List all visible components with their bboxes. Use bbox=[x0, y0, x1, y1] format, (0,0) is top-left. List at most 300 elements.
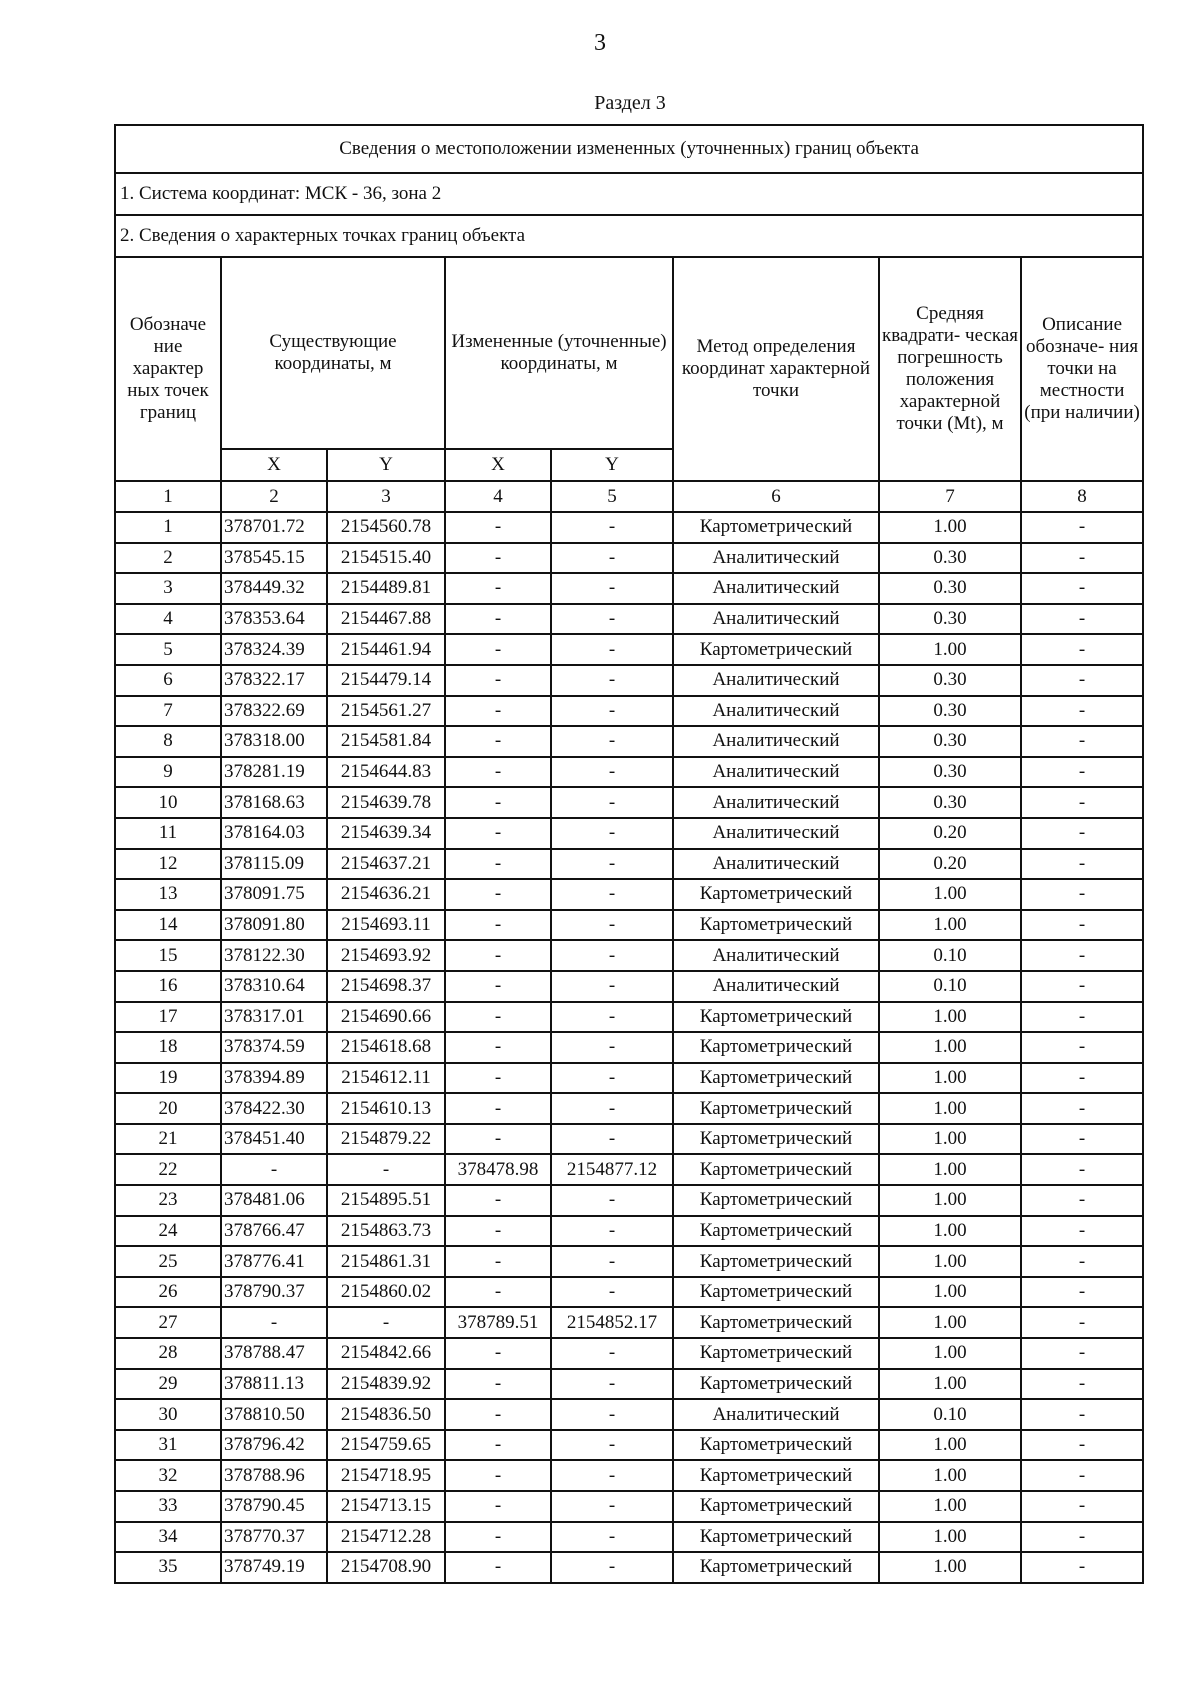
description-cell: - bbox=[1021, 940, 1143, 971]
changed-x-cell: - bbox=[445, 1216, 551, 1247]
mean-square-error-cell: 1.00 bbox=[879, 1307, 1021, 1338]
description-cell: - bbox=[1021, 604, 1143, 635]
mean-square-error-cell: 1.00 bbox=[879, 512, 1021, 543]
existing-y-cell: 2154467.88 bbox=[327, 604, 445, 635]
point-number-cell: 17 bbox=[115, 1002, 221, 1033]
column-number: 2 bbox=[221, 481, 327, 512]
point-number-cell: 4 bbox=[115, 604, 221, 635]
column-number: 5 bbox=[551, 481, 673, 512]
description-cell: - bbox=[1021, 634, 1143, 665]
description-cell: - bbox=[1021, 1307, 1143, 1338]
point-number-cell: 32 bbox=[115, 1460, 221, 1491]
method-cell: Аналитический bbox=[673, 543, 879, 574]
existing-y-cell: 2154461.94 bbox=[327, 634, 445, 665]
method-cell: Картометрический bbox=[673, 1124, 879, 1155]
existing-y-cell: - bbox=[327, 1154, 445, 1185]
existing-x-cell: 378451.40 bbox=[221, 1124, 327, 1155]
existing-y-cell: 2154612.11 bbox=[327, 1063, 445, 1094]
mean-square-error-cell: 1.00 bbox=[879, 1185, 1021, 1216]
changed-y-cell: - bbox=[551, 634, 673, 665]
method-cell: Картометрический bbox=[673, 634, 879, 665]
changed-y-cell: - bbox=[551, 543, 673, 574]
method-cell: Аналитический bbox=[673, 604, 879, 635]
table-row bbox=[115, 1032, 1143, 1063]
changed-y-cell: - bbox=[551, 1430, 673, 1461]
column-number: 4 bbox=[445, 481, 551, 512]
existing-y-cell: 2154712.28 bbox=[327, 1522, 445, 1553]
point-number-cell: 23 bbox=[115, 1185, 221, 1216]
mean-square-error-cell: 1.00 bbox=[879, 1002, 1021, 1033]
changed-y-cell: - bbox=[551, 726, 673, 757]
changed-x-cell: - bbox=[445, 1063, 551, 1094]
existing-y-cell: 2154639.78 bbox=[327, 787, 445, 818]
point-number-cell: 25 bbox=[115, 1246, 221, 1277]
table-row bbox=[115, 1093, 1143, 1124]
table-row bbox=[115, 849, 1143, 880]
changed-x-cell: - bbox=[445, 634, 551, 665]
description-cell: - bbox=[1021, 818, 1143, 849]
description-cell: - bbox=[1021, 849, 1143, 880]
existing-y-cell: 2154713.15 bbox=[327, 1491, 445, 1522]
description-cell: - bbox=[1021, 665, 1143, 696]
table-row bbox=[115, 696, 1143, 727]
header-existing-x: X bbox=[221, 449, 327, 481]
point-number-cell: 5 bbox=[115, 634, 221, 665]
changed-x-cell: - bbox=[445, 818, 551, 849]
existing-x-cell: 378322.69 bbox=[221, 696, 327, 727]
mean-square-error-cell: 1.00 bbox=[879, 1522, 1021, 1553]
changed-y-cell: - bbox=[551, 940, 673, 971]
description-cell: - bbox=[1021, 1063, 1143, 1094]
method-cell: Картометрический bbox=[673, 1430, 879, 1461]
table-row bbox=[115, 910, 1143, 941]
point-number-cell: 16 bbox=[115, 971, 221, 1002]
point-number-cell: 30 bbox=[115, 1399, 221, 1430]
column-number: 7 bbox=[879, 481, 1021, 512]
table-row bbox=[115, 1491, 1143, 1522]
table-row bbox=[115, 1063, 1143, 1094]
method-cell: Картометрический bbox=[673, 879, 879, 910]
mean-square-error-cell: 1.00 bbox=[879, 1154, 1021, 1185]
changed-x-cell: - bbox=[445, 604, 551, 635]
description-cell: - bbox=[1021, 1552, 1143, 1583]
table-row bbox=[115, 604, 1143, 635]
table-row bbox=[115, 634, 1143, 665]
existing-x-cell: 378449.32 bbox=[221, 573, 327, 604]
method-cell: Аналитический bbox=[673, 940, 879, 971]
method-cell: Картометрический bbox=[673, 1338, 879, 1369]
changed-y-cell: - bbox=[551, 787, 673, 818]
changed-x-cell: - bbox=[445, 1093, 551, 1124]
point-number-cell: 22 bbox=[115, 1154, 221, 1185]
table-row bbox=[115, 879, 1143, 910]
existing-y-cell: 2154561.27 bbox=[327, 696, 445, 727]
table-row bbox=[115, 818, 1143, 849]
method-cell: Аналитический bbox=[673, 665, 879, 696]
existing-y-cell: 2154637.21 bbox=[327, 849, 445, 880]
description-cell: - bbox=[1021, 879, 1143, 910]
method-cell: Картометрический bbox=[673, 1002, 879, 1033]
changed-y-cell: 2154852.17 bbox=[551, 1307, 673, 1338]
description-cell: - bbox=[1021, 971, 1143, 1002]
table-row bbox=[115, 757, 1143, 788]
point-number-cell: 31 bbox=[115, 1430, 221, 1461]
table-row bbox=[115, 1307, 1143, 1338]
table-row bbox=[115, 1369, 1143, 1400]
changed-x-cell: - bbox=[445, 1522, 551, 1553]
mean-square-error-cell: 0.10 bbox=[879, 971, 1021, 1002]
description-cell: - bbox=[1021, 543, 1143, 574]
table-row bbox=[115, 1399, 1143, 1430]
existing-x-cell: 378324.39 bbox=[221, 634, 327, 665]
table-row bbox=[115, 1552, 1143, 1583]
existing-y-cell: 2154839.92 bbox=[327, 1369, 445, 1400]
description-cell: - bbox=[1021, 1491, 1143, 1522]
description-cell: - bbox=[1021, 757, 1143, 788]
header-point-designation: Обозначе ние характер ных точек границ bbox=[115, 257, 221, 481]
existing-x-cell: 378394.89 bbox=[221, 1063, 327, 1094]
changed-x-cell: - bbox=[445, 1032, 551, 1063]
changed-x-cell: - bbox=[445, 1430, 551, 1461]
existing-y-cell: 2154860.02 bbox=[327, 1277, 445, 1308]
existing-x-cell: 378122.30 bbox=[221, 940, 327, 971]
mean-square-error-cell: 1.00 bbox=[879, 1063, 1021, 1094]
existing-x-cell: 378766.47 bbox=[221, 1216, 327, 1247]
existing-x-cell: 378481.06 bbox=[221, 1185, 327, 1216]
existing-y-cell: 2154644.83 bbox=[327, 757, 445, 788]
changed-x-cell: - bbox=[445, 849, 551, 880]
table-row bbox=[115, 1246, 1143, 1277]
method-cell: Аналитический bbox=[673, 757, 879, 788]
method-cell: Картометрический bbox=[673, 1063, 879, 1094]
description-cell: - bbox=[1021, 1185, 1143, 1216]
method-cell: Картометрический bbox=[673, 1185, 879, 1216]
changed-x-cell: - bbox=[445, 787, 551, 818]
description-cell: - bbox=[1021, 512, 1143, 543]
changed-y-cell: - bbox=[551, 1491, 673, 1522]
changed-y-cell: - bbox=[551, 1063, 673, 1094]
description-cell: - bbox=[1021, 1399, 1143, 1430]
point-number-cell: 19 bbox=[115, 1063, 221, 1094]
changed-x-cell: - bbox=[445, 1399, 551, 1430]
mean-square-error-cell: 0.20 bbox=[879, 818, 1021, 849]
existing-y-cell: 2154636.21 bbox=[327, 879, 445, 910]
changed-y-cell: - bbox=[551, 1032, 673, 1063]
existing-x-cell: - bbox=[221, 1154, 327, 1185]
existing-x-cell: 378545.15 bbox=[221, 543, 327, 574]
changed-y-cell: - bbox=[551, 1369, 673, 1400]
point-number-cell: 21 bbox=[115, 1124, 221, 1155]
mean-square-error-cell: 0.30 bbox=[879, 573, 1021, 604]
mean-square-error-cell: 1.00 bbox=[879, 1460, 1021, 1491]
existing-x-cell: 378091.80 bbox=[221, 910, 327, 941]
table-row bbox=[115, 1277, 1143, 1308]
existing-x-cell: 378168.63 bbox=[221, 787, 327, 818]
existing-x-cell: 378790.37 bbox=[221, 1277, 327, 1308]
method-cell: Аналитический bbox=[673, 726, 879, 757]
mean-square-error-cell: 1.00 bbox=[879, 1430, 1021, 1461]
changed-y-cell: - bbox=[551, 604, 673, 635]
point-number-cell: 1 bbox=[115, 512, 221, 543]
mean-square-error-cell: 0.20 bbox=[879, 849, 1021, 880]
description-cell: - bbox=[1021, 1277, 1143, 1308]
changed-x-cell: - bbox=[445, 1369, 551, 1400]
table-row bbox=[115, 512, 1143, 543]
existing-y-cell: 2154489.81 bbox=[327, 573, 445, 604]
point-number-cell: 34 bbox=[115, 1522, 221, 1553]
table-row bbox=[115, 1460, 1143, 1491]
method-cell: Картометрический bbox=[673, 910, 879, 941]
table-row bbox=[115, 1216, 1143, 1247]
point-number-cell: 7 bbox=[115, 696, 221, 727]
existing-y-cell: 2154639.34 bbox=[327, 818, 445, 849]
point-number-cell: 26 bbox=[115, 1277, 221, 1308]
method-cell: Картометрический bbox=[673, 512, 879, 543]
table-row bbox=[115, 665, 1143, 696]
description-cell: - bbox=[1021, 1246, 1143, 1277]
description-cell: - bbox=[1021, 1460, 1143, 1491]
existing-y-cell: 2154690.66 bbox=[327, 1002, 445, 1033]
changed-x-cell: - bbox=[445, 512, 551, 543]
description-cell: - bbox=[1021, 696, 1143, 727]
existing-x-cell: 378422.30 bbox=[221, 1093, 327, 1124]
mean-square-error-cell: 0.10 bbox=[879, 1399, 1021, 1430]
mean-square-error-cell: 1.00 bbox=[879, 1552, 1021, 1583]
existing-y-cell: 2154842.66 bbox=[327, 1338, 445, 1369]
changed-x-cell: - bbox=[445, 1460, 551, 1491]
existing-y-cell: 2154618.68 bbox=[327, 1032, 445, 1063]
existing-y-cell: 2154693.11 bbox=[327, 910, 445, 941]
changed-x-cell: - bbox=[445, 1491, 551, 1522]
point-number-cell: 33 bbox=[115, 1491, 221, 1522]
mean-square-error-cell: 0.30 bbox=[879, 787, 1021, 818]
changed-x-cell: - bbox=[445, 665, 551, 696]
existing-x-cell: 378164.03 bbox=[221, 818, 327, 849]
description-cell: - bbox=[1021, 573, 1143, 604]
method-cell: Картометрический bbox=[673, 1552, 879, 1583]
description-cell: - bbox=[1021, 1032, 1143, 1063]
changed-x-cell: - bbox=[445, 1338, 551, 1369]
header-description: Описание обозначе- ния точки на местности (при наличии) bbox=[1021, 257, 1143, 481]
description-cell: - bbox=[1021, 910, 1143, 941]
point-number-cell: 15 bbox=[115, 940, 221, 971]
existing-x-cell: 378776.41 bbox=[221, 1246, 327, 1277]
point-number-cell: 29 bbox=[115, 1369, 221, 1400]
mean-square-error-cell: 1.00 bbox=[879, 1093, 1021, 1124]
changed-x-cell: - bbox=[445, 940, 551, 971]
changed-y-cell: - bbox=[551, 1522, 673, 1553]
mean-square-error-cell: 1.00 bbox=[879, 1246, 1021, 1277]
method-cell: Картометрический bbox=[673, 1032, 879, 1063]
existing-y-cell: 2154610.13 bbox=[327, 1093, 445, 1124]
method-cell: Картометрический bbox=[673, 1093, 879, 1124]
changed-y-cell: - bbox=[551, 1002, 673, 1033]
method-cell: Аналитический bbox=[673, 971, 879, 1002]
existing-x-cell: 378310.64 bbox=[221, 971, 327, 1002]
description-cell: - bbox=[1021, 787, 1143, 818]
table-row bbox=[115, 573, 1143, 604]
existing-y-cell: 2154698.37 bbox=[327, 971, 445, 1002]
changed-y-cell: - bbox=[551, 696, 673, 727]
description-cell: - bbox=[1021, 1369, 1143, 1400]
mean-square-error-cell: 1.00 bbox=[879, 634, 1021, 665]
table-row bbox=[115, 1430, 1143, 1461]
point-number-cell: 20 bbox=[115, 1093, 221, 1124]
existing-y-cell: 2154836.50 bbox=[327, 1399, 445, 1430]
table-row bbox=[115, 726, 1143, 757]
table-row bbox=[115, 971, 1143, 1002]
point-number-cell: 11 bbox=[115, 818, 221, 849]
method-cell: Картометрический bbox=[673, 1154, 879, 1185]
existing-y-cell: 2154895.51 bbox=[327, 1185, 445, 1216]
method-cell: Картометрический bbox=[673, 1369, 879, 1400]
method-cell: Картометрический bbox=[673, 1307, 879, 1338]
description-cell: - bbox=[1021, 1216, 1143, 1247]
header-method: Метод определения координат характерной точки bbox=[673, 257, 879, 481]
boundary-points-table bbox=[114, 124, 1144, 1584]
changed-x-cell: - bbox=[445, 543, 551, 574]
table-row bbox=[115, 1002, 1143, 1033]
existing-x-cell: 378811.13 bbox=[221, 1369, 327, 1400]
changed-x-cell: - bbox=[445, 971, 551, 1002]
method-cell: Аналитический bbox=[673, 787, 879, 818]
changed-y-cell: - bbox=[551, 1124, 673, 1155]
existing-y-cell: - bbox=[327, 1307, 445, 1338]
mean-square-error-cell: 1.00 bbox=[879, 1277, 1021, 1308]
mean-square-error-cell: 0.30 bbox=[879, 604, 1021, 635]
changed-x-cell: - bbox=[445, 1185, 551, 1216]
changed-y-cell: - bbox=[551, 971, 673, 1002]
existing-y-cell: 2154879.22 bbox=[327, 1124, 445, 1155]
existing-y-cell: 2154861.31 bbox=[327, 1246, 445, 1277]
changed-y-cell: - bbox=[551, 665, 673, 696]
existing-y-cell: 2154581.84 bbox=[327, 726, 445, 757]
existing-y-cell: 2154479.14 bbox=[327, 665, 445, 696]
mean-square-error-cell: 1.00 bbox=[879, 1032, 1021, 1063]
existing-y-cell: 2154560.78 bbox=[327, 512, 445, 543]
changed-y-cell: - bbox=[551, 1460, 673, 1491]
existing-x-cell: 378317.01 bbox=[221, 1002, 327, 1033]
changed-x-cell: - bbox=[445, 1246, 551, 1277]
description-cell: - bbox=[1021, 1338, 1143, 1369]
point-number-cell: 27 bbox=[115, 1307, 221, 1338]
mean-square-error-cell: 1.00 bbox=[879, 1491, 1021, 1522]
point-number-cell: 28 bbox=[115, 1338, 221, 1369]
column-number: 8 bbox=[1021, 481, 1143, 512]
changed-x-cell: 378789.51 bbox=[445, 1307, 551, 1338]
method-cell: Аналитический bbox=[673, 696, 879, 727]
changed-x-cell: - bbox=[445, 910, 551, 941]
method-cell: Аналитический bbox=[673, 849, 879, 880]
point-number-cell: 14 bbox=[115, 910, 221, 941]
point-number-cell: 2 bbox=[115, 543, 221, 574]
table-row bbox=[115, 1185, 1143, 1216]
description-cell: - bbox=[1021, 1124, 1143, 1155]
table-row bbox=[115, 543, 1143, 574]
changed-x-cell: - bbox=[445, 1277, 551, 1308]
table-row bbox=[115, 940, 1143, 971]
mean-square-error-cell: 0.30 bbox=[879, 696, 1021, 727]
existing-x-cell: 378281.19 bbox=[221, 757, 327, 788]
description-cell: - bbox=[1021, 1430, 1143, 1461]
changed-y-cell: - bbox=[551, 1399, 673, 1430]
changed-y-cell: - bbox=[551, 1093, 673, 1124]
changed-y-cell: - bbox=[551, 910, 673, 941]
method-cell: Картометрический bbox=[673, 1216, 879, 1247]
existing-x-cell: 378322.17 bbox=[221, 665, 327, 696]
changed-y-cell: - bbox=[551, 1552, 673, 1583]
existing-x-cell: 378790.45 bbox=[221, 1491, 327, 1522]
changed-y-cell: - bbox=[551, 1277, 673, 1308]
description-cell: - bbox=[1021, 1154, 1143, 1185]
mean-square-error-cell: 0.30 bbox=[879, 665, 1021, 696]
changed-y-cell: - bbox=[551, 1185, 673, 1216]
table-row bbox=[115, 1154, 1143, 1185]
points-heading: 2. Сведения о характерных точках границ объекта bbox=[115, 215, 1143, 257]
existing-x-cell: 378091.75 bbox=[221, 879, 327, 910]
method-cell: Картометрический bbox=[673, 1491, 879, 1522]
changed-y-cell: - bbox=[551, 818, 673, 849]
existing-x-cell: 378374.59 bbox=[221, 1032, 327, 1063]
changed-x-cell: - bbox=[445, 1002, 551, 1033]
method-cell: Аналитический bbox=[673, 1399, 879, 1430]
method-cell: Аналитический bbox=[673, 818, 879, 849]
existing-y-cell: 2154863.73 bbox=[327, 1216, 445, 1247]
point-number-cell: 9 bbox=[115, 757, 221, 788]
header-existing-y: Y bbox=[327, 449, 445, 481]
method-cell: Картометрический bbox=[673, 1246, 879, 1277]
mean-square-error-cell: 1.00 bbox=[879, 879, 1021, 910]
column-number: 1 bbox=[115, 481, 221, 512]
changed-x-cell: - bbox=[445, 879, 551, 910]
mean-square-error-cell: 0.30 bbox=[879, 543, 1021, 574]
existing-y-cell: 2154693.92 bbox=[327, 940, 445, 971]
point-number-cell: 12 bbox=[115, 849, 221, 880]
point-number-cell: 10 bbox=[115, 787, 221, 818]
point-number-cell: 18 bbox=[115, 1032, 221, 1063]
header-changed-y: Y bbox=[551, 449, 673, 481]
changed-y-cell: - bbox=[551, 757, 673, 788]
existing-x-cell: 378749.19 bbox=[221, 1552, 327, 1583]
point-number-cell: 24 bbox=[115, 1216, 221, 1247]
point-number-cell: 13 bbox=[115, 879, 221, 910]
header-existing-coordinates: Существующие координаты, м bbox=[221, 257, 445, 449]
column-number: 3 bbox=[327, 481, 445, 512]
column-numbers-row bbox=[115, 481, 1143, 512]
existing-x-cell: 378701.72 bbox=[221, 512, 327, 543]
existing-y-cell: 2154718.95 bbox=[327, 1460, 445, 1491]
existing-x-cell: 378318.00 bbox=[221, 726, 327, 757]
column-number: 6 bbox=[673, 481, 879, 512]
changed-y-cell: 2154877.12 bbox=[551, 1154, 673, 1185]
existing-x-cell: 378115.09 bbox=[221, 849, 327, 880]
mean-square-error-cell: 1.00 bbox=[879, 1338, 1021, 1369]
method-cell: Аналитический bbox=[673, 573, 879, 604]
changed-x-cell: - bbox=[445, 1552, 551, 1583]
existing-x-cell: 378810.50 bbox=[221, 1399, 327, 1430]
existing-x-cell: - bbox=[221, 1307, 327, 1338]
changed-x-cell: 378478.98 bbox=[445, 1154, 551, 1185]
existing-x-cell: 378788.47 bbox=[221, 1338, 327, 1369]
changed-y-cell: - bbox=[551, 1246, 673, 1277]
table-row bbox=[115, 1124, 1143, 1155]
method-cell: Картометрический bbox=[673, 1277, 879, 1308]
changed-y-cell: - bbox=[551, 1216, 673, 1247]
mean-square-error-cell: 0.30 bbox=[879, 726, 1021, 757]
existing-x-cell: 378353.64 bbox=[221, 604, 327, 635]
page-number: 3 bbox=[594, 30, 606, 56]
mean-square-error-cell: 0.10 bbox=[879, 940, 1021, 971]
